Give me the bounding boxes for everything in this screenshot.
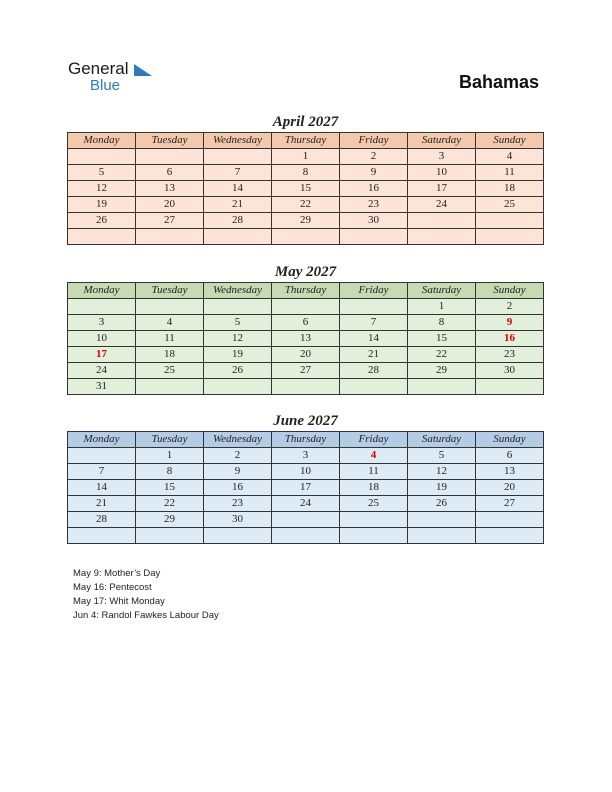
day-cell xyxy=(204,528,272,544)
day-cell xyxy=(136,229,204,245)
week-row xyxy=(68,315,544,331)
day-cell: 5 xyxy=(68,165,136,181)
weekday-header: Saturday xyxy=(408,432,476,448)
month-calendar xyxy=(67,112,544,245)
day-cell: 22 xyxy=(136,496,204,512)
day-cell: 29 xyxy=(272,213,340,229)
month-grid xyxy=(67,431,544,544)
day-cell: 25 xyxy=(136,363,204,379)
weekday-header: Tuesday xyxy=(136,283,204,299)
weekday-header: Sunday xyxy=(476,432,544,448)
day-cell: 27 xyxy=(136,213,204,229)
day-cell xyxy=(136,379,204,395)
day-cell: 28 xyxy=(68,512,136,528)
day-cell: 14 xyxy=(204,181,272,197)
day-cell: 9 xyxy=(204,464,272,480)
day-cell: 18 xyxy=(476,181,544,197)
day-cell xyxy=(204,229,272,245)
holiday-notes xyxy=(73,567,219,623)
day-cell xyxy=(272,379,340,395)
holiday-note: May 16: Pentecost xyxy=(73,582,152,593)
day-cell: 14 xyxy=(340,331,408,347)
weekday-header: Saturday xyxy=(408,283,476,299)
week-row xyxy=(68,496,544,512)
day-cell: 17 xyxy=(68,347,136,363)
week-row xyxy=(68,448,544,464)
weekday-header: Wednesday xyxy=(204,133,272,149)
week-row xyxy=(68,181,544,197)
day-cell xyxy=(272,299,340,315)
day-cell xyxy=(476,229,544,245)
day-cell: 15 xyxy=(272,181,340,197)
day-cell: 25 xyxy=(340,496,408,512)
day-cell xyxy=(340,528,408,544)
day-cell xyxy=(204,149,272,165)
day-cell xyxy=(476,528,544,544)
holiday-note: May 17: Whit Monday xyxy=(73,596,165,607)
day-cell: 8 xyxy=(408,315,476,331)
day-cell: 10 xyxy=(68,331,136,347)
day-cell: 3 xyxy=(408,149,476,165)
day-cell: 27 xyxy=(272,363,340,379)
day-cell: 30 xyxy=(476,363,544,379)
day-cell: 24 xyxy=(408,197,476,213)
logo-general-text: General xyxy=(68,59,129,78)
day-cell xyxy=(204,299,272,315)
day-cell: 26 xyxy=(68,213,136,229)
day-cell: 5 xyxy=(408,448,476,464)
weekday-header: Friday xyxy=(340,133,408,149)
day-cell: 22 xyxy=(272,197,340,213)
day-cell: 13 xyxy=(476,464,544,480)
day-cell: 15 xyxy=(136,480,204,496)
day-cell: 20 xyxy=(476,480,544,496)
week-row xyxy=(68,149,544,165)
day-cell: 10 xyxy=(272,464,340,480)
day-cell: 26 xyxy=(408,496,476,512)
week-row xyxy=(68,480,544,496)
week-row xyxy=(68,165,544,181)
day-cell: 10 xyxy=(408,165,476,181)
day-cell: 20 xyxy=(272,347,340,363)
day-cell: 17 xyxy=(408,181,476,197)
weekday-header: Wednesday xyxy=(204,283,272,299)
day-cell: 11 xyxy=(136,331,204,347)
day-cell xyxy=(340,229,408,245)
day-cell xyxy=(408,229,476,245)
weekday-header: Thursday xyxy=(272,283,340,299)
weekday-header: Sunday xyxy=(476,133,544,149)
day-cell xyxy=(272,229,340,245)
day-cell: 15 xyxy=(408,331,476,347)
day-cell: 21 xyxy=(204,197,272,213)
day-cell: 8 xyxy=(136,464,204,480)
day-cell: 3 xyxy=(68,315,136,331)
day-cell: 3 xyxy=(272,448,340,464)
day-cell: 7 xyxy=(204,165,272,181)
day-cell xyxy=(68,229,136,245)
day-cell xyxy=(136,528,204,544)
month-grid xyxy=(67,132,544,245)
day-cell: 9 xyxy=(476,315,544,331)
country-title: Bahamas xyxy=(458,72,539,92)
day-cell: 11 xyxy=(476,165,544,181)
day-cell xyxy=(408,213,476,229)
day-cell: 8 xyxy=(272,165,340,181)
day-cell: 28 xyxy=(340,363,408,379)
day-cell xyxy=(136,149,204,165)
day-cell: 19 xyxy=(68,197,136,213)
day-cell xyxy=(408,512,476,528)
week-row xyxy=(68,331,544,347)
weekday-header: Thursday xyxy=(272,432,340,448)
weekday-header: Monday xyxy=(68,432,136,448)
day-cell xyxy=(272,512,340,528)
day-cell: 23 xyxy=(340,197,408,213)
day-cell: 9 xyxy=(340,165,408,181)
day-cell xyxy=(340,299,408,315)
day-cell: 29 xyxy=(136,512,204,528)
day-cell: 16 xyxy=(204,480,272,496)
brand-logo xyxy=(68,60,128,93)
day-cell: 12 xyxy=(408,464,476,480)
day-cell: 4 xyxy=(476,149,544,165)
day-cell: 18 xyxy=(136,347,204,363)
day-cell: 16 xyxy=(340,181,408,197)
day-cell: 6 xyxy=(476,448,544,464)
day-cell: 20 xyxy=(136,197,204,213)
holiday-note: Jun 4: Randol Fawkes Labour Day xyxy=(73,610,219,621)
day-cell xyxy=(68,448,136,464)
day-cell: 12 xyxy=(204,331,272,347)
weekday-header: Thursday xyxy=(272,133,340,149)
weekday-header: Wednesday xyxy=(204,432,272,448)
day-cell xyxy=(476,213,544,229)
week-row xyxy=(68,363,544,379)
week-row xyxy=(68,528,544,544)
day-cell: 27 xyxy=(476,496,544,512)
day-cell xyxy=(340,512,408,528)
day-cell: 6 xyxy=(272,315,340,331)
day-cell: 1 xyxy=(272,149,340,165)
day-cell xyxy=(476,379,544,395)
week-row xyxy=(68,197,544,213)
month-title: May 2027 xyxy=(274,264,337,280)
weekday-header: Friday xyxy=(340,283,408,299)
day-cell xyxy=(204,379,272,395)
weekday-header: Tuesday xyxy=(136,432,204,448)
day-cell: 4 xyxy=(136,315,204,331)
week-row xyxy=(68,229,544,245)
day-cell xyxy=(340,379,408,395)
day-cell: 11 xyxy=(340,464,408,480)
week-row xyxy=(68,213,544,229)
day-cell: 7 xyxy=(340,315,408,331)
day-cell xyxy=(68,299,136,315)
day-cell xyxy=(68,149,136,165)
day-cell xyxy=(136,299,204,315)
day-cell: 6 xyxy=(136,165,204,181)
day-cell: 22 xyxy=(408,347,476,363)
day-cell: 12 xyxy=(68,181,136,197)
weekday-header: Tuesday xyxy=(136,133,204,149)
day-cell: 13 xyxy=(272,331,340,347)
day-cell: 30 xyxy=(204,512,272,528)
day-cell: 31 xyxy=(68,379,136,395)
weekday-header: Friday xyxy=(340,432,408,448)
logo-blue-text: Blue xyxy=(90,77,121,94)
weekday-header: Monday xyxy=(68,283,136,299)
day-cell: 21 xyxy=(68,496,136,512)
day-cell xyxy=(272,528,340,544)
month-calendar xyxy=(67,262,544,395)
day-cell: 17 xyxy=(272,480,340,496)
day-cell: 24 xyxy=(68,363,136,379)
day-cell: 19 xyxy=(408,480,476,496)
weekday-header: Monday xyxy=(68,133,136,149)
day-cell xyxy=(408,528,476,544)
day-cell: 1 xyxy=(408,299,476,315)
weekday-header: Sunday xyxy=(476,283,544,299)
day-cell xyxy=(476,512,544,528)
week-row xyxy=(68,512,544,528)
day-cell: 28 xyxy=(204,213,272,229)
day-cell: 2 xyxy=(204,448,272,464)
month-title: June 2027 xyxy=(273,413,338,429)
day-cell: 23 xyxy=(204,496,272,512)
day-cell: 14 xyxy=(68,480,136,496)
day-cell: 13 xyxy=(136,181,204,197)
logo-flag-icon xyxy=(134,64,152,76)
day-cell xyxy=(408,379,476,395)
week-row xyxy=(68,464,544,480)
day-cell: 30 xyxy=(340,213,408,229)
month-grid xyxy=(67,282,544,395)
day-cell: 2 xyxy=(340,149,408,165)
week-row xyxy=(68,299,544,315)
month-title: April 2027 xyxy=(272,114,339,130)
month-calendar xyxy=(67,411,544,544)
weekday-header: Saturday xyxy=(408,133,476,149)
day-cell: 16 xyxy=(476,331,544,347)
day-cell: 7 xyxy=(68,464,136,480)
week-row xyxy=(68,347,544,363)
day-cell: 2 xyxy=(476,299,544,315)
day-cell: 1 xyxy=(136,448,204,464)
day-cell: 5 xyxy=(204,315,272,331)
week-row xyxy=(68,379,544,395)
day-cell: 4 xyxy=(340,448,408,464)
day-cell xyxy=(68,528,136,544)
day-cell: 21 xyxy=(340,347,408,363)
day-cell: 19 xyxy=(204,347,272,363)
day-cell: 18 xyxy=(340,480,408,496)
day-cell: 25 xyxy=(476,197,544,213)
day-cell: 29 xyxy=(408,363,476,379)
day-cell: 24 xyxy=(272,496,340,512)
day-cell: 26 xyxy=(204,363,272,379)
holiday-note: May 9: Mother’s Day xyxy=(73,568,161,579)
day-cell: 23 xyxy=(476,347,544,363)
